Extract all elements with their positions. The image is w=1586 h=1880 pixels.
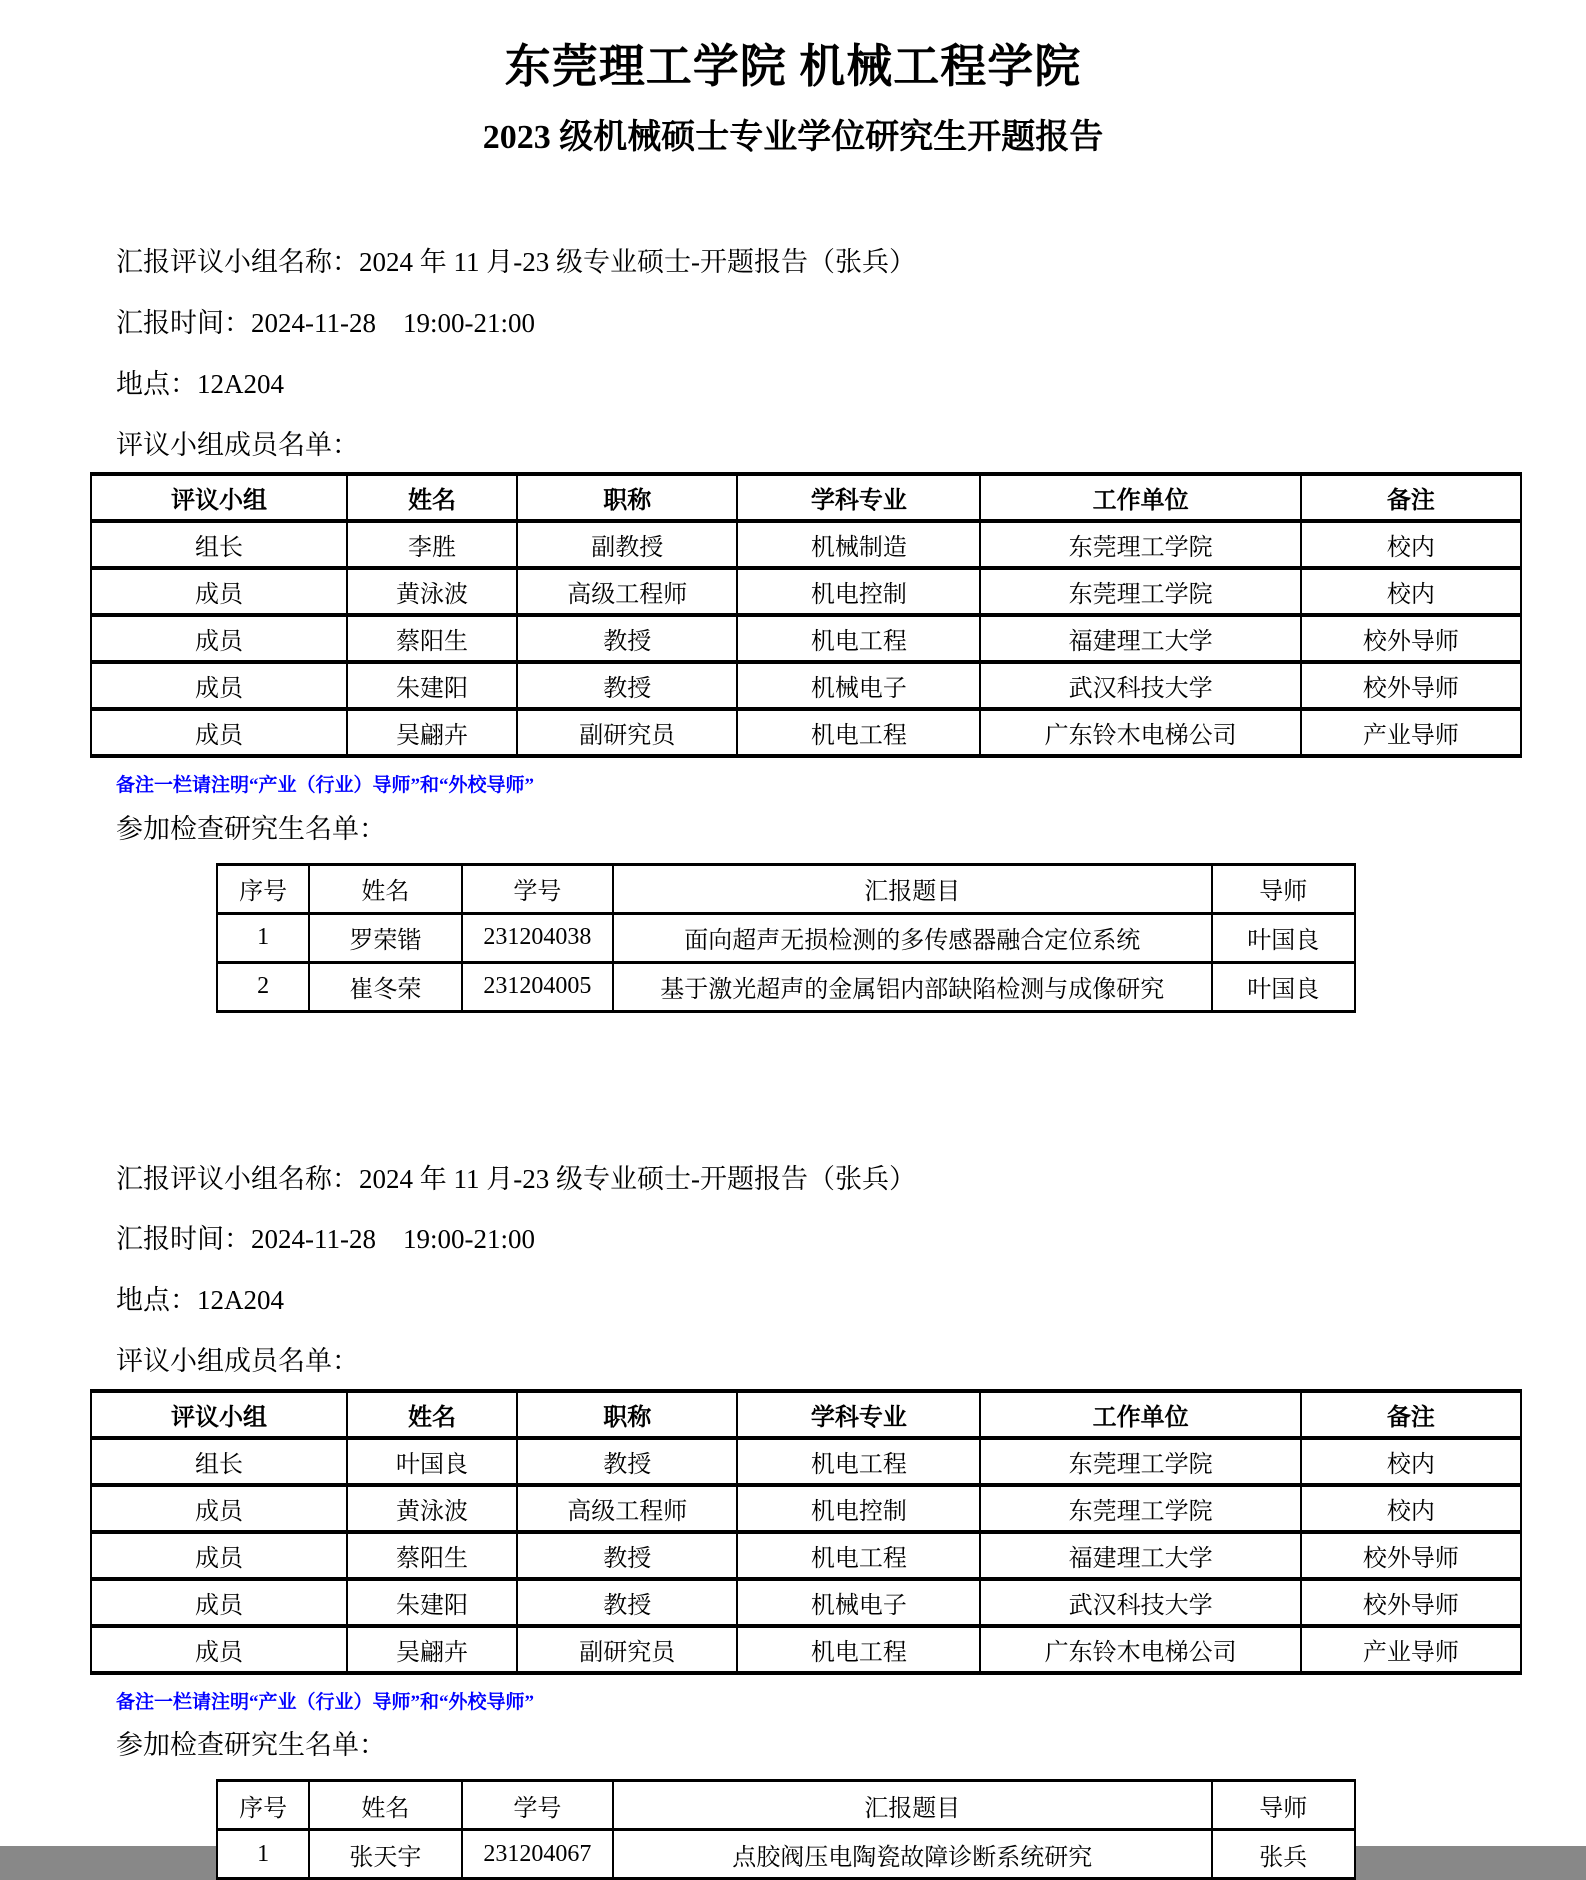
table-cell: 机电工程	[737, 615, 980, 662]
table-cell: 教授	[517, 615, 737, 662]
table-cell: 231204005	[462, 962, 613, 1011]
location-value: 12A204	[197, 368, 284, 399]
table-cell: 成员	[91, 1532, 347, 1579]
table-cell: 叶国良	[347, 1438, 517, 1485]
note-line: 备注一栏请注明“产业（行业）导师”和“外校导师”	[116, 1691, 535, 1713]
table-cell: 武汉科技大学	[980, 662, 1300, 709]
table-cell: 产业导师	[1301, 1626, 1521, 1673]
table-header-row	[217, 1781, 1355, 1830]
table-cell: 成员	[91, 1485, 347, 1532]
table-row	[91, 615, 1521, 662]
table-cell: 福建理工大学	[980, 615, 1300, 662]
table-header-cell: 汇报题目	[613, 864, 1212, 913]
table-header-cell: 评议小组	[91, 474, 347, 521]
table-cell: 校外导师	[1301, 615, 1521, 662]
table-row	[91, 1532, 1521, 1579]
table-cell: 成员	[91, 1579, 347, 1626]
table-cell: 校内	[1301, 521, 1521, 568]
table-cell: 教授	[517, 662, 737, 709]
location-line	[90, 368, 1522, 402]
table-cell: 高级工程师	[517, 568, 737, 615]
table-cell: 机械电子	[737, 662, 980, 709]
table-cell: 教授	[517, 1438, 737, 1485]
table-header-cell: 姓名	[347, 474, 517, 521]
student-list-caption: 参加检查研究生名单：	[116, 813, 386, 844]
table-cell: 机电控制	[737, 568, 980, 615]
table-cell: 校外导师	[1301, 662, 1521, 709]
table-row	[91, 709, 1521, 756]
location-label: 地点：	[116, 1285, 197, 1316]
report-time-value: 2024-11-28 19:00-21:00	[251, 308, 535, 339]
table-header-cell: 导师	[1212, 864, 1355, 913]
group-name-value: 2024 年 11 月-23 级专业硕士-开题报告（张兵）	[359, 1163, 916, 1194]
table-row	[91, 1438, 1521, 1485]
student-table-1	[216, 863, 1356, 1013]
table-row	[217, 913, 1355, 962]
table-cell: 校外导师	[1301, 1579, 1521, 1626]
table-cell: 东莞理工学院	[980, 521, 1300, 568]
table-header-cell: 姓名	[309, 1781, 461, 1830]
table-cell: 东莞理工学院	[980, 1485, 1300, 1532]
table-cell: 机电控制	[737, 1485, 980, 1532]
table-cell: 吴翩卉	[347, 1626, 517, 1673]
table-header-cell: 职称	[517, 1391, 737, 1438]
table-row	[217, 962, 1355, 1011]
group-name-line	[90, 246, 1522, 280]
table-row	[91, 521, 1521, 568]
report-time-label: 汇报时间：	[116, 308, 251, 339]
committee-table-2	[90, 1389, 1522, 1675]
table-cell: 组长	[91, 521, 347, 568]
table-cell: 广东铃木电梯公司	[980, 1626, 1300, 1673]
note-line: 备注一栏请注明“产业（行业）导师”和“外校导师”	[116, 775, 535, 797]
table-cell: 基于激光超声的金属铝内部缺陷检测与成像研究	[613, 962, 1212, 1011]
table-cell: 黄泳波	[347, 568, 517, 615]
table-cell: 校内	[1301, 568, 1521, 615]
table-cell: 机电工程	[737, 709, 980, 756]
table-cell: 叶国良	[1212, 962, 1355, 1011]
table-cell: 1	[217, 913, 309, 962]
table-header-row	[91, 1391, 1521, 1438]
table-cell: 成员	[91, 1626, 347, 1673]
table-header-cell: 序号	[217, 1781, 309, 1830]
report-section-2	[0, 1163, 1586, 1880]
table-header-cell: 姓名	[309, 864, 461, 913]
table-row	[91, 1485, 1521, 1532]
group-name-line	[90, 1163, 1522, 1197]
table-cell: 蔡阳生	[347, 615, 517, 662]
table-row	[91, 1626, 1521, 1673]
report-time-value: 2024-11-28 19:00-21:00	[251, 1224, 535, 1255]
table-header-cell: 评议小组	[91, 1391, 347, 1438]
table-cell: 校外导师	[1301, 1532, 1521, 1579]
report-section-1	[0, 246, 1586, 1012]
location-value: 12A204	[197, 1285, 284, 1316]
table-cell: 校内	[1301, 1485, 1521, 1532]
table-cell: 点胶阀压电陶瓷故障诊断系统研究	[613, 1830, 1212, 1879]
report-time-line	[90, 1223, 1522, 1257]
location-label: 地点：	[116, 368, 197, 399]
table-header-cell: 职称	[517, 474, 737, 521]
table-header-cell: 序号	[217, 864, 309, 913]
table-header-cell: 备注	[1301, 1391, 1521, 1438]
table-row	[91, 662, 1521, 709]
table-cell: 广东铃木电梯公司	[980, 709, 1300, 756]
table-cell: 2	[217, 962, 309, 1011]
table-cell: 组长	[91, 1438, 347, 1485]
table-cell: 福建理工大学	[980, 1532, 1300, 1579]
table-row	[91, 1579, 1521, 1626]
table-cell: 231204038	[462, 913, 613, 962]
document-subtitle: 2023 级机械硕士专业学位研究生开题报告	[482, 118, 1104, 156]
table-cell: 东莞理工学院	[980, 568, 1300, 615]
table-header-cell: 工作单位	[980, 474, 1300, 521]
table-cell: 机械电子	[737, 1579, 980, 1626]
committee-list-caption: 评议小组成员名单：	[116, 429, 359, 460]
report-time-line	[90, 307, 1522, 341]
table-cell: 机电工程	[737, 1626, 980, 1673]
table-cell: 副研究员	[517, 709, 737, 756]
table-cell: 张天宇	[309, 1830, 461, 1879]
table-cell: 教授	[517, 1532, 737, 1579]
table-cell: 产业导师	[1301, 709, 1521, 756]
table-row	[217, 1830, 1355, 1879]
table-cell: 机械制造	[737, 521, 980, 568]
table-cell: 张兵	[1212, 1830, 1355, 1879]
table-cell: 成员	[91, 615, 347, 662]
table-header-cell: 学科专业	[737, 474, 980, 521]
table-header-cell: 导师	[1212, 1781, 1355, 1830]
table-cell: 1	[217, 1830, 309, 1879]
table-header-cell: 学科专业	[737, 1391, 980, 1438]
report-time-label: 汇报时间：	[116, 1224, 251, 1255]
table-cell: 面向超声无损检测的多传感器融合定位系统	[613, 913, 1212, 962]
table-cell: 蔡阳生	[347, 1532, 517, 1579]
student-list-caption: 参加检查研究生名单：	[116, 1730, 386, 1761]
table-cell: 东莞理工学院	[980, 1438, 1300, 1485]
table-header-cell: 学号	[462, 1781, 613, 1830]
committee-list-caption: 评议小组成员名单：	[116, 1345, 359, 1376]
table-header-cell: 学号	[462, 864, 613, 913]
table-cell: 朱建阳	[347, 662, 517, 709]
table-cell: 成员	[91, 568, 347, 615]
group-name-label: 汇报评议小组名称：	[116, 1163, 359, 1194]
table-cell: 副教授	[517, 521, 737, 568]
table-cell: 机电工程	[737, 1532, 980, 1579]
group-name-label: 汇报评议小组名称：	[116, 247, 359, 278]
group-name-value: 2024 年 11 月-23 级专业硕士-开题报告（张兵）	[359, 247, 916, 278]
table-header-row	[217, 864, 1355, 913]
table-cell: 高级工程师	[517, 1485, 737, 1532]
table-cell: 副研究员	[517, 1626, 737, 1673]
table-cell: 武汉科技大学	[980, 1579, 1300, 1626]
table-cell: 黄泳波	[347, 1485, 517, 1532]
table-header-cell: 姓名	[347, 1391, 517, 1438]
table-cell: 231204067	[462, 1830, 613, 1879]
table-cell: 吴翩卉	[347, 709, 517, 756]
table-header-cell: 备注	[1301, 474, 1521, 521]
committee-table-1	[90, 472, 1522, 758]
table-cell: 朱建阳	[347, 1579, 517, 1626]
table-cell: 罗荣锴	[309, 913, 461, 962]
table-cell: 教授	[517, 1579, 737, 1626]
table-header-row	[91, 474, 1521, 521]
document-title: 东莞理工学院 机械工程学院	[504, 41, 1082, 92]
location-line	[90, 1284, 1522, 1318]
table-header-cell: 汇报题目	[613, 1781, 1212, 1830]
table-header-cell: 工作单位	[980, 1391, 1300, 1438]
student-table-2	[216, 1779, 1356, 1880]
table-row	[91, 568, 1521, 615]
table-cell: 李胜	[347, 521, 517, 568]
table-cell: 成员	[91, 662, 347, 709]
table-cell: 机电工程	[737, 1438, 980, 1485]
table-cell: 叶国良	[1212, 913, 1355, 962]
table-cell: 成员	[91, 709, 347, 756]
table-cell: 校内	[1301, 1438, 1521, 1485]
table-cell: 崔冬荣	[309, 962, 461, 1011]
